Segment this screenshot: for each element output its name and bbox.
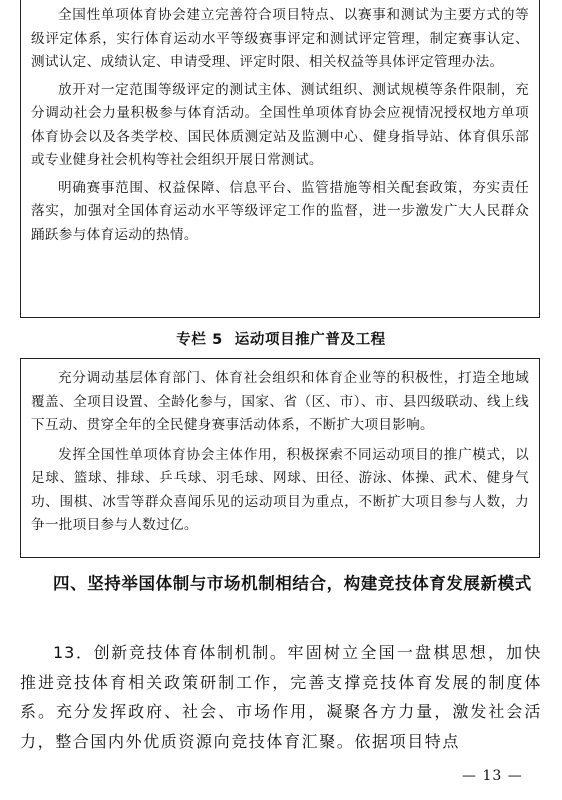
box-paragraph: 明确赛事范围、权益保障、信息平台、监管措施等相关配套政策，夯实责任落实，加强对全国体育运动水平等级评定工作的监督，进一步激发广大人民群众踊跃参与体育运动的热情。: [31, 179, 529, 243]
box-paragraph: 放开对一定范围等级评定的测试主体、测试组织、测试规模等条件限制，充分调动社会力量积极参与体育活动。全国性单项体育协会应视情况授权地方单项体育协会以及各类学校、国民体质测定站及监测中心、健身指导站、体育俱乐部或专业健身社会机构等社会组织开展日常测试。: [31, 81, 529, 168]
column-name: 运动项目推广普及工程: [234, 332, 386, 348]
box-top: [20, 0, 540, 318]
box-column-5: [20, 358, 540, 558]
section-heading: 四、坚持举国体制与市场机制相结合，构建竞技体育发展新模式: [53, 574, 532, 593]
column-label: 专栏 5: [176, 332, 223, 348]
box-paragraph: 发挥全国性单项体育协会主体作用，积极探索不同运动项目的推广模式，以足球、篮球、排球、乒乓球、羽毛球、网球、田径、游泳、体操、武术、健身气功、围棋、冰雪等群众喜闻乐见的运动项目为重点，不断扩大项目参与人数，力争一批项目参与人数过亿。: [31, 446, 529, 533]
paragraph-lead: 13．创新竞技体育体制机制。: [53, 643, 288, 662]
column-title: [0, 328, 562, 349]
box-paragraph: 充分调动基层体育部门、体育社会组织和体育企业等的积极性，打造全地域覆盖、全项目设置、全龄化参与，国家、省（区、市）、市、县四级联动、线上线下互动、贯穿全年的全民健身赛事活动体系，不断扩大项目影响。: [31, 370, 529, 433]
box-paragraph: 全国性单项体育协会建立完善符合项目特点、以赛事和测试为主要方式的等级评定体系，实行体育运动水平等级赛事评定和测试评定管理，制定赛事认定、测试认定、成绩认定、申请受理、评定时限、相关权益等具体评定管理办法。: [31, 7, 529, 70]
body-paragraph: [20, 638, 542, 756]
page-number: — 13 —: [462, 768, 523, 784]
paragraph-text: 牢固树立全国一盘棋思想，加快推进竞技体育相关政策研制工作，完善支撑竞技体育发展的制度体系。充分发挥政府、社会、市场作用，凝聚各方力量，激发社会活力，整合国内外优质资源向竞技体育汇聚。依据项目特点: [20, 643, 542, 751]
